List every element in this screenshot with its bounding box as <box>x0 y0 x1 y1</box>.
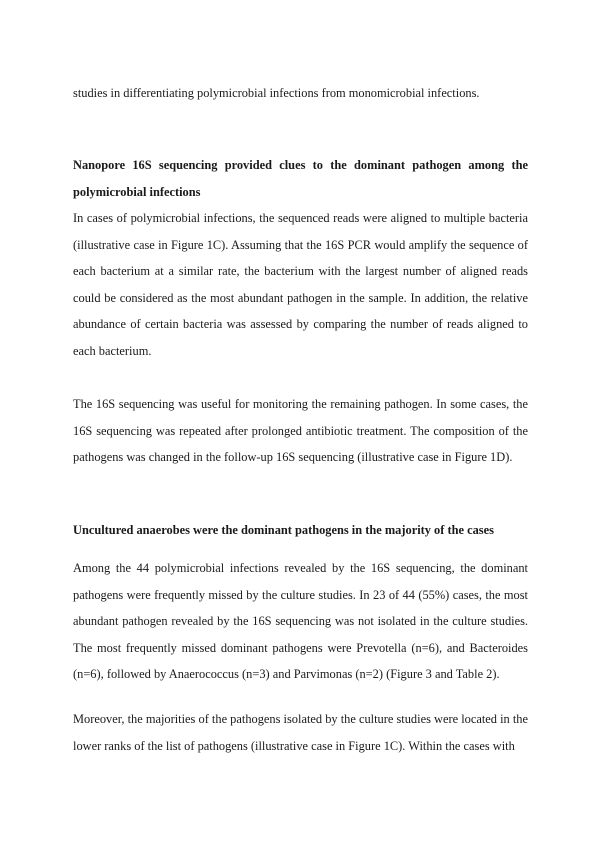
paragraph-culture-ranks: Moreover, the majorities of the pathogens isolated by the culture studies were located in the lower ranks of the list of pathogens (illustrative case in Figure 1C). Within the cases with <box>73 712 528 753</box>
section-heading-anaerobes: Uncultured anaerobes were the dominant pathogens in the majority of the cases <box>73 523 494 537</box>
paragraph-continuation: studies in differentiating polymicrobial infections from monomicrobial infections. <box>73 86 480 100</box>
paragraph-polymicrobial-reads: In cases of polymicrobial infections, the sequenced reads were aligned to multiple bacteria (illustrative case in Figure 1C). Assuming that the 16S PCR would amplify the sequence of each bacterium at a similar rate, the bacterium with the largest number of aligned reads could be considered as the most abundant pathogen in the sample. In addition, the relative abundance of certain bacteria was assessed by comparing the number of reads aligned to each bacterium. <box>73 211 528 358</box>
section-heading-nanopore: Nanopore 16S sequencing provided clues to the dominant pathogen among the polymicrobial infections <box>73 158 528 199</box>
paragraph-missed-pathogens: Among the 44 polymicrobial infections revealed by the 16S sequencing, the dominant pathogens were frequently missed by the culture studies. In 23 of 44 (55%) cases, the most abundant pathogen revealed by the 16S sequencing was not isolated in the culture studies. The most frequently missed dominant pathogens were Prevotella (n=6), and Bacteroides (n=6), followed by Anaerococcus (n=3) and Parvimonas (n=2) (Figure 3 and Table 2). <box>73 561 528 682</box>
paragraph-monitoring: The 16S sequencing was useful for monitoring the remaining pathogen. In some cases, the 16S sequencing was repeated after prolonged antibiotic treatment. The composition of the pathogens was changed in the follow-up 16S sequencing (illustrative case in Figure 1D). <box>73 397 528 465</box>
